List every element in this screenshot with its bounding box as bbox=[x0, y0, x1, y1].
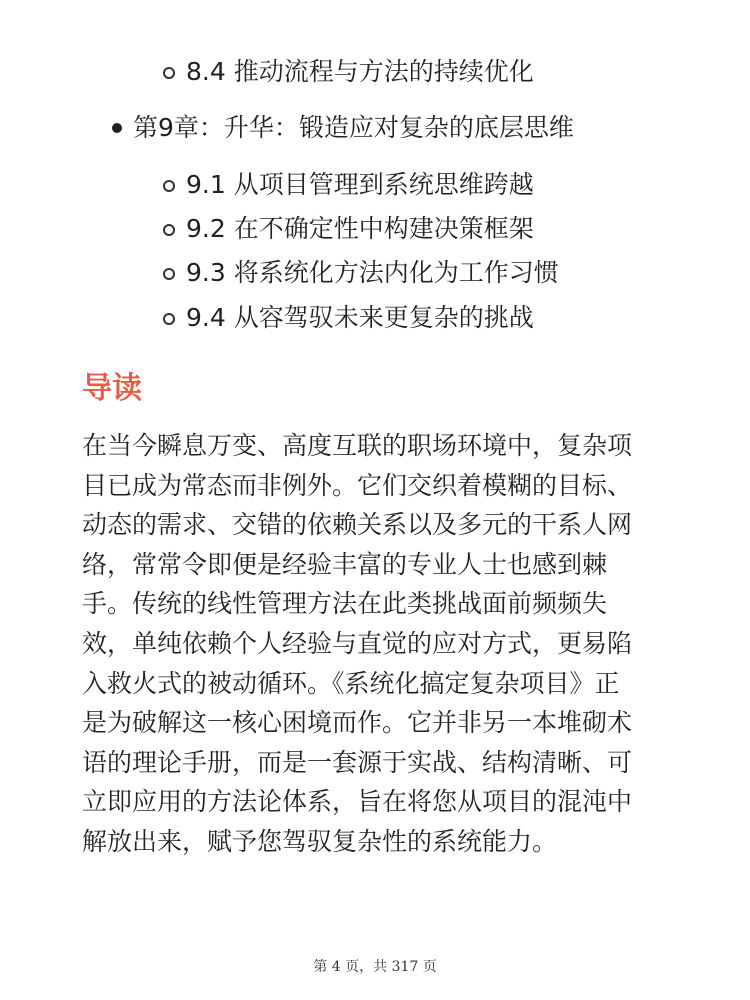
intro-paragraph bbox=[82, 426, 672, 862]
paragraph-line: 在当今瞬息万变、高度互联的职场环境中，复杂项 bbox=[82, 431, 633, 460]
hollow-bullet-icon bbox=[163, 268, 175, 280]
paragraph-line: 立即应用的方法论体系，旨在将您从项目的混沌中 bbox=[82, 787, 633, 817]
paragraph-line: 动态的需求、交错的依赖关系以及多元的干系人网 bbox=[82, 510, 633, 540]
paragraph-line: 效，单纯依赖个人经验与直觉的应对方式，更易陷 bbox=[82, 628, 633, 658]
toc-section-label: 8.4 推动流程与方法的持续优化 bbox=[186, 57, 534, 86]
toc-section-label: 9.2 在不确定性中构建决策框架 bbox=[186, 214, 534, 243]
filled-bullet-icon bbox=[112, 123, 122, 133]
toc-section-label: 9.3 将系统化方法内化为工作习惯 bbox=[186, 258, 559, 287]
paragraph-line: 目已成为常态而非例外。它们交织着模糊的目标、 bbox=[82, 470, 633, 500]
hollow-bullet-icon bbox=[163, 313, 175, 325]
hollow-bullet-icon bbox=[163, 180, 175, 192]
section-heading: 导读 bbox=[82, 371, 142, 406]
paragraph-line: 手。传统的线性管理方法在此类挑战面前频频失 bbox=[82, 589, 608, 619]
paragraph-line: 是为破解这一核心困境而作。它并非另一本堆砌术 bbox=[82, 708, 633, 738]
paragraph-line: 络，常常令即便是经验丰富的专业人士也感到棘 bbox=[82, 549, 608, 579]
hollow-bullet-icon bbox=[163, 67, 175, 79]
page-number: 第 4 页，共 317 页 bbox=[313, 959, 437, 975]
paragraph-line: 入救火式的被动循环。《系统化搞定复杂项目》正 bbox=[82, 668, 620, 698]
paragraph-line: 解放出来，赋予您驾驭复杂性的系统能力。 bbox=[82, 826, 558, 856]
toc-section-label: 9.1 从项目管理到系统思维跨越 bbox=[186, 170, 534, 199]
toc-chapter-label: 第9章：升华：锻造应对复杂的底层思维 bbox=[133, 113, 574, 142]
toc-section-label: 9.4 从容驾驭未来更复杂的挑战 bbox=[186, 303, 534, 332]
hollow-bullet-icon bbox=[163, 224, 175, 236]
paragraph-line: 语的理论手册，而是一套源于实战、结构清晰、可 bbox=[82, 747, 633, 777]
